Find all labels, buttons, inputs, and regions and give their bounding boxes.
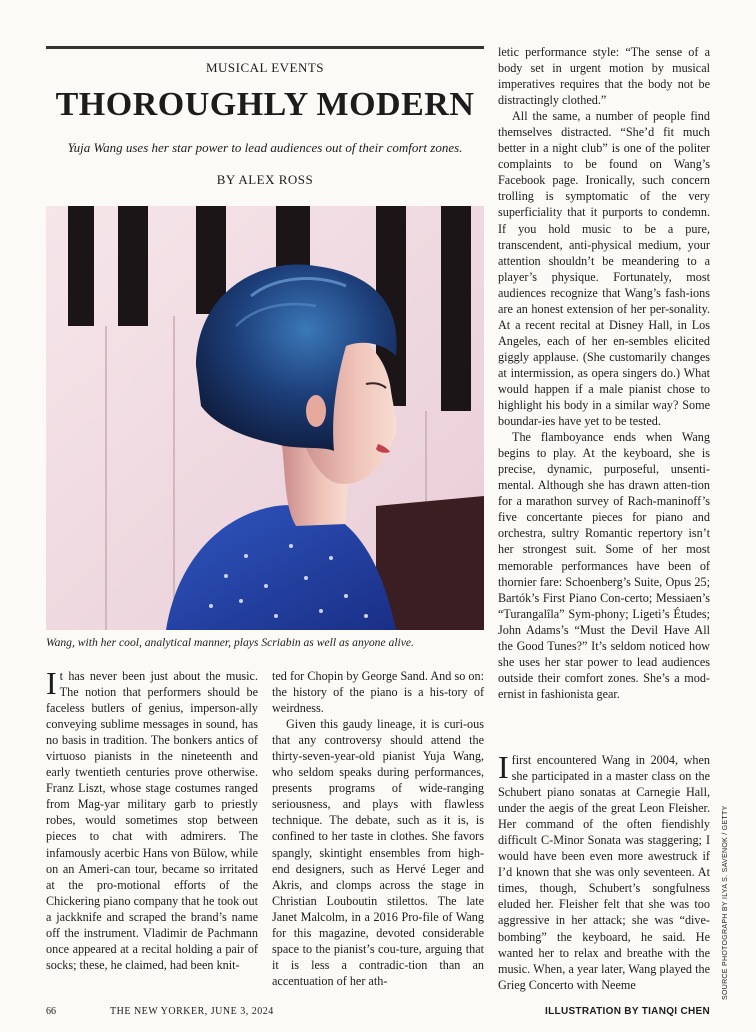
body-paragraph: Given this gaudy lineage, it is curi-ous that any controversy should attend the thirty-seven-year-old pianist Yuja Wang, who seldom speaks during performances, presents programs of wide-ranging seriousness, and plays with flawless technique. The debate, such as it is, is confined to her taste in clothes. She favors spangly, skintight ensembles from high-end designers, such as Hervé Leger and Akris, and clomps across the stage in Christian Louboutin stilettos. The late Janet Malcolm, in a 2016 Pro-file of Wang for this magazine, devoted considerable space to the pianist’s cou-ture, arguing that it is less a contradic-tion than an accentuation of her ath- [272, 717, 484, 988]
body-paragraph: All the same, a number of people find themselves distracted. “She’d fit much better in a night club” is one of the politer complaints to be found on Wang’s Facebook page. Ironically, such concern trolling is symptomatic of the very superficiality that it purports to condemn. If you hold music to be a pure, transcendent, anti-physical medium, your attention shouldn’t be meandering to a player’s physique. Fortunately, most audiences recognize that Wang’s fash-ions are an honest extension of her per-sonality. At a recent recital at Disney Hall, in Los Angeles, each of her en-sembles elicited giggly applause. (She customarily changes at intermission, as opera singers do.) What would happen if a male pianist chose to highlight his body in a similar way? Some boundar-ies have yet to be tested. [498, 109, 710, 429]
body-paragraph: The flamboyance ends when Wang begins to play. At the keyboard, she is precise, dynamic, purposeful, unsenti-mental. Although she has drawn atten-tion for a marathon survey of Rach-maninoff’s five concertante pieces for piano and orchestra, sultry Romantic repertory isn’t her strongest suit. Some of her most memorable performances have been of thornier fare: Schoenberg’s Suite, Opus 25; Bartók’s First Piano Con-certo; Messiaen’s “Turangalîla” Sym-phony; Ligeti’s Études; John Adams’s “Must the Devil Have All the Good Tunes?” It’s seldom noticed how she uses her star power to lead audiences outside their comfort zones. She’s a mod-ernist in fashionista gear. [498, 430, 710, 701]
photo-credit: SOURCE PHOTOGRAPH BY ILYA S. SAVENOK / GETTY [722, 805, 729, 1000]
top-rule [46, 46, 484, 49]
body-column-1 [46, 665, 258, 973]
body-paragraph: ted for Chopin by George Sand. And so on: the history of the piano is a his-tory of weirdness. [272, 669, 484, 716]
publication-date: THE NEW YORKER, JUNE 3, 2024 [110, 1006, 274, 1017]
body-column-3 [498, 44, 710, 702]
byline: BY ALEX ROSS [216, 172, 314, 187]
illustration-caption: Wang, with her cool, analytical manner, plays Scriabin as well as anyone alive. [46, 636, 414, 649]
body-paragraph [46, 665, 258, 973]
body-paragraph: letic performance style: “The sense of a body set in urgent motion by musical imperatives requires that the body not be distractingly clothed.” [498, 45, 710, 108]
illustration-credit: ILLUSTRATION BY TIANQI CHEN [545, 1006, 710, 1017]
paragraph-text: t has never been just about the music. The notion that performers should be faceless butlers of genius, imperson-ally conveying sublime messages in sound, has no basis in tradition. The bonkers antics of virtuoso pianists in the nineteenth and early twentieth centuries prove otherwise. Franz Liszt, whose stage costumes ranged from Mag-yar military garb to priestly robes, would sometimes stop between pieces to chat with admirers. The infamously acerbic Hans von Bülow, while on an Ameri-can tour, became so irritated at the pro-motional efforts of the Chickering piano company that he took out a jackknife and scraped the brand’s name off the instrument. Vladimir de Pachmann once appeared at a recital holding a pair of socks; these, he claimed, had been knit- [46, 669, 258, 972]
body-column-3-section-2 [498, 749, 710, 993]
drop-cap: I [498, 749, 509, 785]
section-label: MUSICAL EVENTS [205, 60, 325, 75]
body-paragraph [498, 749, 710, 993]
body-column-2 [272, 668, 484, 989]
headline: THOROUGHLY MODERN [55, 86, 475, 123]
paragraph-text: first encountered Wang in 2004, when she participated in a master class on the Schubert piano sonatas at Carnegie Hall, under the aegis of the great Leon Fleisher. Her command of the often fiendishly difficult C-Minor Sonata was staggering; I would have been even more awestruck if I’d known that she was only seventeen. At times, though, Schubert’s songfulness eluded her. Fleisher felt that she was too aggressive in her attack; she was “dive-bombing” the keyboard, he said. He wanted her to relax and breathe with the music. When, a year later, Wang played the Grieg Concerto with Neeme [498, 753, 710, 992]
dek: Yuja Wang uses her star power to lead audiences out of their comfort zones. [67, 140, 463, 155]
drop-cap: I [46, 665, 57, 701]
portrait-illustration [46, 206, 484, 630]
page-number: 66 [46, 1006, 56, 1017]
